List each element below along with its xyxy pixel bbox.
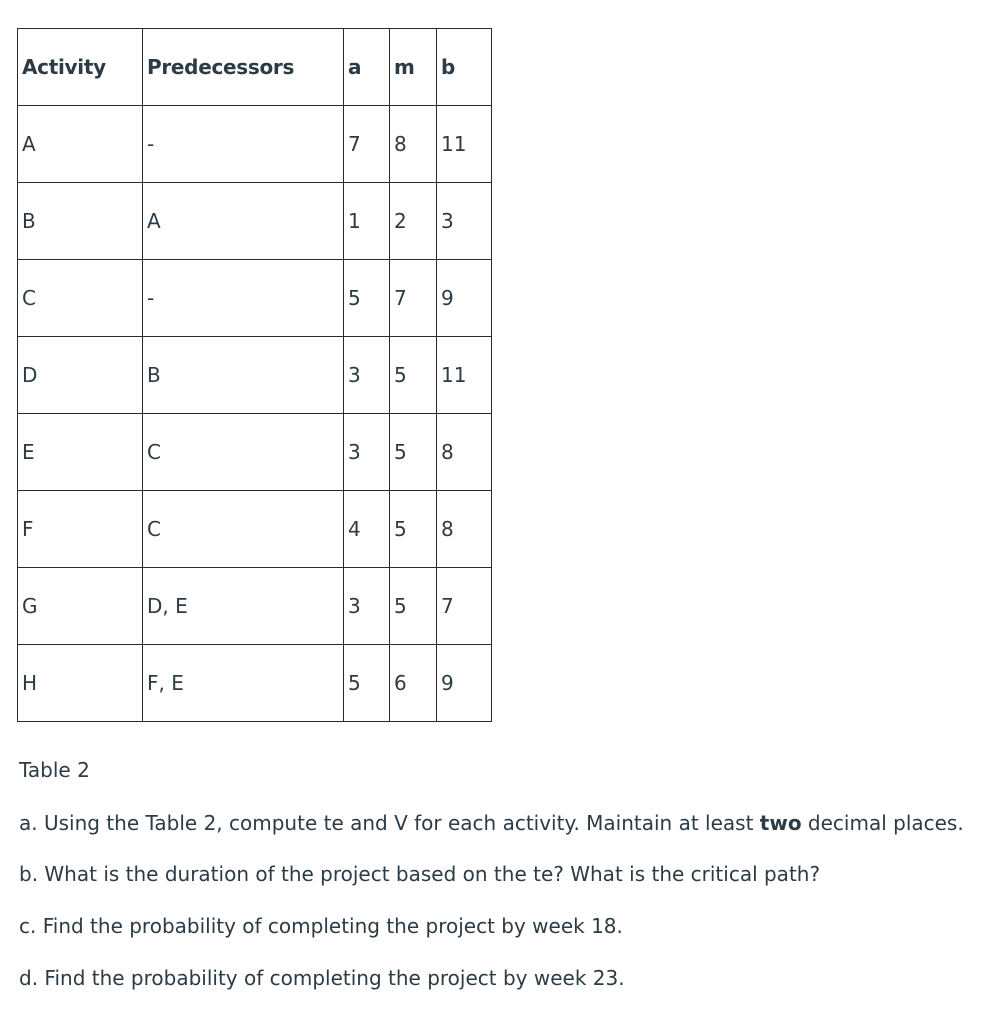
cell-a: 1 — [344, 183, 390, 260]
header-predecessors: Predecessors — [143, 29, 344, 106]
cell-b: 9 — [437, 645, 492, 722]
cell-a: 3 — [344, 414, 390, 491]
cell-a: 7 — [344, 106, 390, 183]
cell-predecessors: D, E — [143, 568, 344, 645]
cell-activity: G — [18, 568, 143, 645]
cell-predecessors: - — [143, 260, 344, 337]
table-row — [18, 337, 492, 414]
cell-activity: C — [18, 260, 143, 337]
table-header-row — [18, 29, 492, 106]
cell-m: 6 — [390, 645, 437, 722]
cell-b: 11 — [437, 106, 492, 183]
table-caption: Table 2 — [19, 758, 90, 782]
cell-a: 5 — [344, 645, 390, 722]
cell-predecessors: C — [143, 491, 344, 568]
cell-activity: H — [18, 645, 143, 722]
cell-activity: F — [18, 491, 143, 568]
header-b: b — [437, 29, 492, 106]
cell-predecessors: - — [143, 106, 344, 183]
cell-m: 7 — [390, 260, 437, 337]
cell-predecessors: C — [143, 414, 344, 491]
cell-m: 2 — [390, 183, 437, 260]
cell-predecessors: F, E — [143, 645, 344, 722]
header-activity: Activity — [18, 29, 143, 106]
header-m: m — [390, 29, 437, 106]
cell-activity: E — [18, 414, 143, 491]
cell-predecessors: A — [143, 183, 344, 260]
cell-a: 3 — [344, 568, 390, 645]
cell-b: 3 — [437, 183, 492, 260]
cell-m: 5 — [390, 568, 437, 645]
cell-m: 8 — [390, 106, 437, 183]
question-a-text-end: decimal places. — [801, 811, 964, 835]
cell-activity: A — [18, 106, 143, 183]
question-b: b. What is the duration of the project based on the te? What is the critical path? — [19, 862, 821, 886]
table-row — [18, 568, 492, 645]
cell-a: 5 — [344, 260, 390, 337]
question-a-text: a. Using the Table 2, compute te and V for each activity. Maintain at least — [19, 811, 760, 835]
table-row — [18, 183, 492, 260]
table-row — [18, 491, 492, 568]
table-row — [18, 414, 492, 491]
question-a-emphasis: two — [759, 811, 802, 835]
cell-a: 4 — [344, 491, 390, 568]
cell-predecessors: B — [143, 337, 344, 414]
question-a — [19, 811, 964, 835]
table-row — [18, 106, 492, 183]
cell-b: 11 — [437, 337, 492, 414]
header-a: a — [344, 29, 390, 106]
cell-b: 8 — [437, 414, 492, 491]
cell-b: 8 — [437, 491, 492, 568]
cell-b: 7 — [437, 568, 492, 645]
table-row — [18, 645, 492, 722]
question-c: c. Find the probability of completing the project by week 18. — [19, 914, 623, 938]
cell-m: 5 — [390, 414, 437, 491]
cell-activity: D — [18, 337, 143, 414]
cell-m: 5 — [390, 337, 437, 414]
cell-b: 9 — [437, 260, 492, 337]
table-row — [18, 260, 492, 337]
question-d: d. Find the probability of completing the project by week 23. — [19, 966, 625, 990]
cell-a: 3 — [344, 337, 390, 414]
cell-m: 5 — [390, 491, 437, 568]
cell-activity: B — [18, 183, 143, 260]
activity-table — [17, 28, 492, 722]
